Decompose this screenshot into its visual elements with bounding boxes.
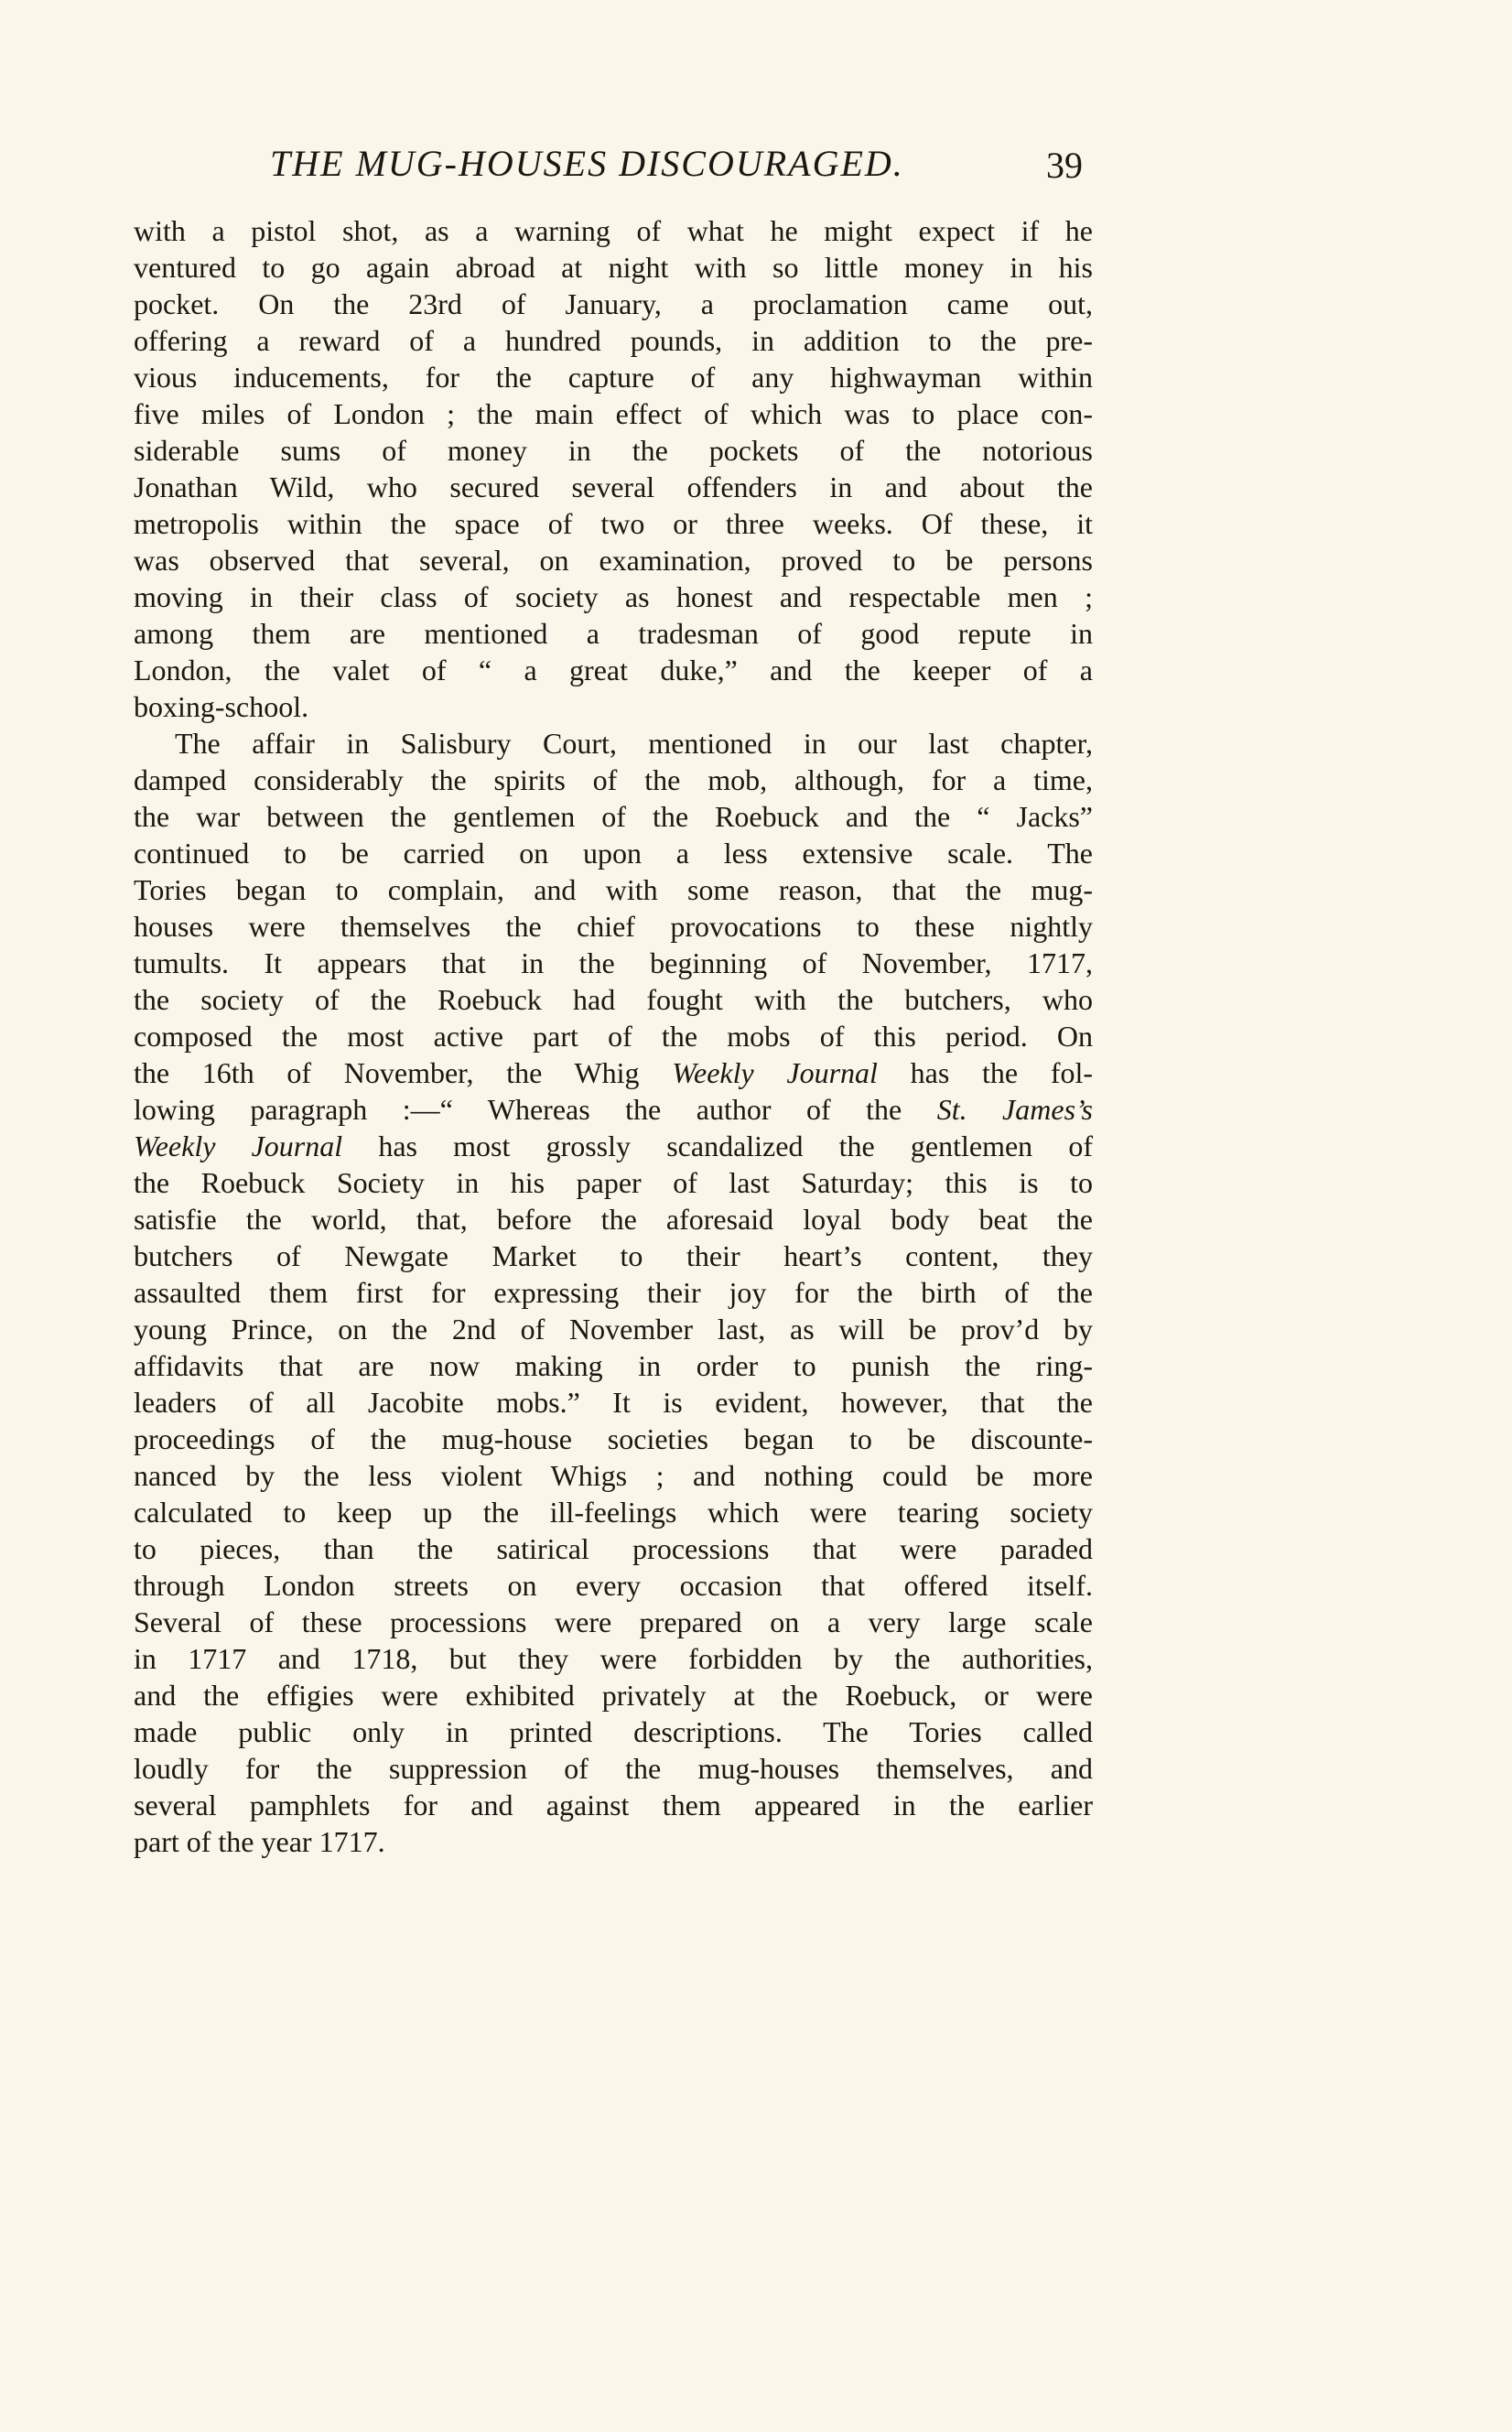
text-line: boxing-school. <box>134 690 309 723</box>
text-line: leaders of all Jacobite mobs.” It is evident, however, that the <box>134 1386 1093 1419</box>
periodical-title: Weekly Journal <box>672 1056 878 1089</box>
text-line: London, the valet of “ a great duke,” and the keeper of a <box>134 654 1093 686</box>
text-line: nanced by the less violent Whigs ; and nothing could be more <box>134 1459 1093 1492</box>
text-line: in 1717 and 1718, but they were forbidden by the authorities, <box>134 1642 1093 1675</box>
text-fragment: has the fol- <box>877 1056 1094 1089</box>
periodical-title: St. James’s <box>936 1093 1094 1126</box>
text-line: houses were themselves the chief provocations to these nightly <box>134 910 1093 943</box>
text-line: loudly for the suppression of the mug-houses themselves, and <box>134 1752 1093 1785</box>
text-line-mixed <box>134 1128 1093 1164</box>
text-line: the war between the gentlemen of the Roebuck and the “ Jacks” <box>134 800 1093 833</box>
text-line: composed the most active part of the mobs of this period. On <box>134 1020 1093 1053</box>
text-line: satisfie the world, that, before the aforesaid loyal body beat the <box>134 1203 1093 1236</box>
text-line: tumults. It appears that in the beginning of November, 1717, <box>134 946 1093 979</box>
text-line: with a pistol shot, as a warning of what he might expect if he <box>134 214 1093 247</box>
text-line: ventured to go again abroad at night with so little money in his <box>134 251 1093 284</box>
text-line: siderable sums of money in the pockets of the notorious <box>134 434 1093 467</box>
paragraph-first-line: The affair in Salisbury Court, mentioned in our last chapter, <box>175 727 1093 760</box>
running-title: THE MUG-HOUSES DISCOURAGED. <box>270 143 904 184</box>
text-line: made public only in printed descriptions. The Tories called <box>134 1715 1093 1748</box>
text-line: vious inducements, for the capture of any highwayman within <box>134 361 1093 394</box>
text-line-mixed <box>134 1091 1093 1128</box>
text-line: five miles of London ; the main effect of which was to place con- <box>134 397 1093 430</box>
text-line: among them are mentioned a tradesman of good repute in <box>134 617 1093 650</box>
text-fragment: has most grossly scandalized the gentlemen of <box>342 1130 1094 1162</box>
text-line-mixed <box>134 1054 1093 1091</box>
text-line: part of the year 1717. <box>134 1825 385 1858</box>
body-text <box>134 212 1093 1860</box>
text-line: affidavits that are now making in order to punish the ring- <box>134 1349 1093 1382</box>
text-line: butchers of Newgate Market to their heart’s content, they <box>134 1239 1093 1272</box>
text-line: continued to be carried on upon a less extensive scale. The <box>134 837 1093 870</box>
text-line: damped considerably the spirits of the mob, although, for a time, <box>134 763 1093 796</box>
text-line: the society of the Roebuck had fought with the butchers, who <box>134 983 1093 1016</box>
text-line: through London streets on every occasion that offered itself. <box>134 1569 1093 1602</box>
text-line: Tories began to complain, and with some reason, that the mug- <box>134 873 1093 906</box>
running-head <box>133 142 1094 197</box>
text-line: metropolis within the space of two or three weeks. Of these, it <box>134 507 1093 540</box>
text-line: the Roebuck Society in his paper of last Saturday; this is to <box>134 1166 1093 1199</box>
text-fragment: the 16th of November, the Whig <box>134 1056 673 1089</box>
text-line: young Prince, on the 2nd of November last, as will be prov’d by <box>134 1313 1093 1346</box>
text-line: several pamphlets for and against them appeared in the earlier <box>134 1789 1093 1821</box>
text-line: Jonathan Wild, who secured several offenders in and about the <box>134 470 1093 503</box>
text-line: offering a reward of a hundred pounds, in addition to the pre- <box>134 324 1093 357</box>
text-line: moving in their class of society as honest and respectable men ; <box>134 580 1093 613</box>
text-line: proceedings of the mug-house societies began to be discounte- <box>134 1422 1093 1455</box>
text-line: Several of these processions were prepared on a very large scale <box>134 1605 1093 1638</box>
text-line: to pieces, than the satirical processions that were paraded <box>134 1532 1093 1565</box>
text-line: was observed that several, on examination, proved to be persons <box>134 544 1093 577</box>
text-line: and the effigies were exhibited privately at the Roebuck, or were <box>134 1679 1093 1712</box>
text-fragment: lowing paragraph :—“ Whereas the author of the <box>134 1093 937 1126</box>
periodical-title: Weekly Journal <box>134 1130 343 1162</box>
text-line: calculated to keep up the ill-feelings which were tearing society <box>134 1496 1093 1529</box>
page-number: 39 <box>1046 145 1083 186</box>
text-line: assaulted them first for expressing their joy for the birth of the <box>134 1276 1093 1309</box>
text-line: pocket. On the 23rd of January, a proclamation came out, <box>134 287 1093 320</box>
